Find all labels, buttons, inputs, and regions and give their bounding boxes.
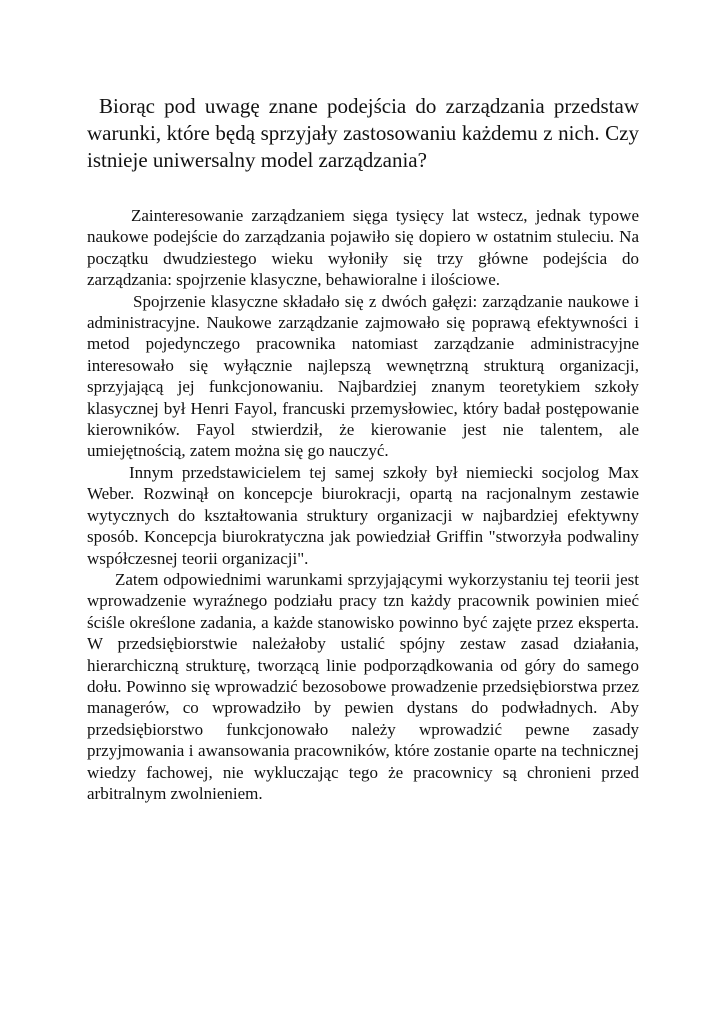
document-page (87, 93, 639, 804)
paragraph-2: Spojrzenie klasyczne składało się z dwóch gałęzi: zarządzanie naukowe i administracyjne. Naukowe zarządzanie zajmowało się poprawą efektywności i metod pojedynczego pracownika natomiast zarządzanie administracyjne interesowało się wyłącznie najlepszą wewnętrzną strukturą organizacji, sprzyjającą jej funkcjonowaniu. Najbardziej znanym teoretykiem szkoły klasycznej był Henri Fayol, francuski przemysłowiec, który badał postępowanie kierowników. Fayol stwierdził, że kierowanie jest nie talentem, ale umiejętnością, zatem można się go nauczyć. (87, 291, 639, 461)
page-heading: Biorąc pod uwagę znane podejścia do zarządzania przedstaw warunki, które będą sprzyjały zastosowaniu każdemu z nich. Czy istnieje uniwersalny model zarządzania? (87, 94, 639, 172)
paragraph-3: Innym przedstawicielem tej samej szkoły był niemiecki socjolog Max Weber. Rozwinął on koncepcje biurokracji, opartą na racjonalnym zestawie wytycznych do kształtowania struktury organizacji w najbardziej efektywny sposób. Koncepcja biurokratyczna jak powiedział Griffin "stworzyła podwaliny współczesnej teorii organizacji". (87, 462, 639, 568)
paragraph-1: Zainteresowanie zarządzaniem sięga tysięcy lat wstecz, jednak typowe naukowe podejście do zarządzania pojawiło się dopiero w ostatnim stuleciu. Na początku dwudziestego wieku wyłoniły się trzy główne podejścia do zarządzania: spojrzenie klasyczne, behawioralne i ilościowe. (87, 206, 639, 290)
paragraph-4: Zatem odpowiednimi warunkami sprzyjającymi wykorzystaniu tej teorii jest wprowadzenie wyraźnego podziału pracy tzn każdy pracownik powinien mieć ściśle określone zadania, a każde stanowisko powinno być zajęte przez eksperta. W przedsiębiorstwie należałoby ustalić spójny zestaw zasad działania, hierarchiczną strukturę, tworzącą linie podporządkowania od góry do samego dołu. Powinno się wprowadzić bezosobowe prowadzenie przedsiębiorstwa przez managerów, co wprowadziło by pewien dystans do podwładnych. Aby przedsiębiorstwo funkcjonowało należy wprowadzić pewne zasady przyjmowania i awansowania pracowników, które zostanie oparte na technicznej wiedzy fachowej, nie wykluczając tego że pracownicy są chronieni przed arbitralnym zwolnieniem. (87, 569, 639, 803)
